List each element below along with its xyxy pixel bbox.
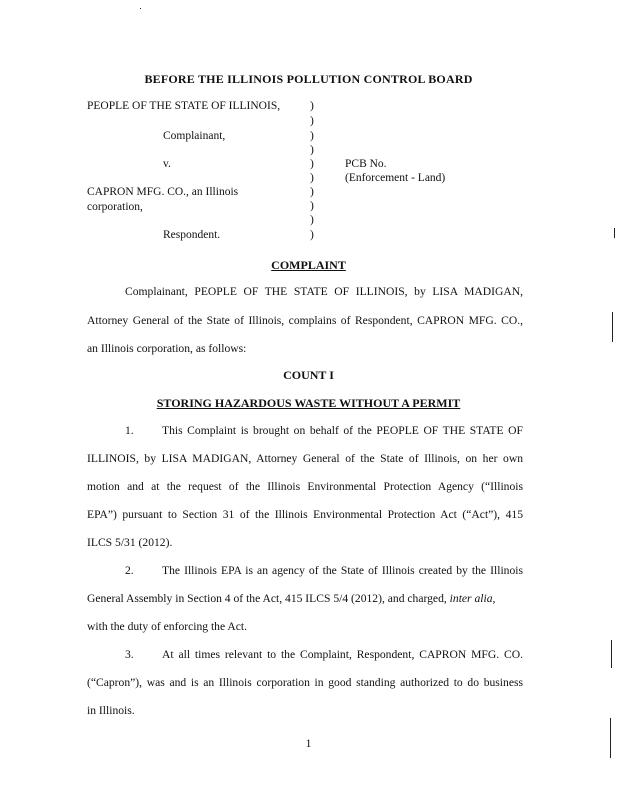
paragraph-number: 2. — [125, 564, 134, 577]
paragraph-line: in Illinois. — [87, 704, 135, 717]
scan-speck — [140, 8, 141, 9]
defendant-role: Respondent. — [163, 229, 221, 241]
versus: v. — [163, 158, 171, 170]
caption-paren: ) — [310, 144, 314, 156]
plaintiff-name: PEOPLE OF THE STATE OF ILLINOIS, — [87, 100, 281, 112]
caption-paren: ) — [310, 200, 314, 212]
case-number: PCB No. — [345, 158, 387, 170]
scan-mark — [612, 312, 613, 342]
scan-mark — [611, 640, 612, 668]
paragraph-line-text: General Assembly in Section 4 of the Act, 415 ILCS 5/4 (2012), and charged, — [87, 592, 450, 605]
plaintiff-role: Complainant, — [163, 130, 226, 142]
page-number: 1 — [305, 738, 312, 750]
caption-paren: ) — [310, 214, 314, 226]
paragraph-line: EPA”) pursuant to Section 31 of the Illinois Environmental Protection Act (“Act”), 415 — [87, 508, 523, 521]
caption-paren: ) — [310, 130, 314, 142]
scan-mark — [614, 228, 615, 238]
complaint-title: COMPLAINT — [271, 258, 346, 272]
paragraph-line: ILLINOIS, by LISA MADIGAN, Attorney General of the State of Illinois, on her own — [87, 452, 523, 465]
caption-paren: ) — [310, 229, 314, 241]
caption-paren: ) — [310, 186, 314, 198]
caption-paren: ) — [310, 158, 314, 170]
defendant-name-line2: corporation, — [87, 201, 143, 213]
count-subtitle: STORING HAZARDOUS WASTE WITHOUT A PERMIT — [156, 396, 461, 410]
scan-mark — [610, 718, 611, 758]
defendant-name-line1: CAPRON MFG. CO., an Illinois — [87, 186, 239, 198]
paragraph-line: The Illinois EPA is an agency of the State of Illinois created by the Illinois — [162, 564, 523, 577]
paragraph-line: with the duty of enforcing the Act. — [87, 620, 248, 633]
paragraph-line — [87, 592, 523, 605]
intro-line: an Illinois corporation, as follows: — [87, 342, 247, 355]
paragraph-line: At all times relevant to the Complaint, Respondent, CAPRON MFG. CO. — [162, 648, 523, 661]
caption-paren: ) — [310, 100, 314, 112]
case-type: (Enforcement - Land) — [345, 172, 446, 184]
paragraph-number: 3. — [125, 648, 134, 661]
paragraph-line: motion and at the request of the Illinois Environmental Protection Agency (“Illinois — [87, 480, 523, 493]
board-title: BEFORE THE ILLINOIS POLLUTION CONTROL BOARD — [144, 72, 473, 86]
caption-paren: ) — [310, 115, 314, 127]
count-title: COUNT I — [283, 368, 334, 382]
italic-phrase: inter alia, — [449, 592, 496, 605]
caption-paren: ) — [310, 172, 314, 184]
paragraph-line: ILCS 5/31 (2012). — [87, 536, 173, 549]
paragraph-line: (“Capron”), was and is an Illinois corporation in good standing authorized to do business — [87, 676, 523, 689]
intro-line: Attorney General of the State of Illinois, complains of Respondent, CAPRON MFG. CO., — [87, 314, 523, 327]
intro-line: Complainant, PEOPLE OF THE STATE OF ILLINOIS, by LISA MADIGAN, — [125, 285, 523, 298]
paragraph-number: 1. — [125, 424, 134, 437]
paragraph-line: This Complaint is brought on behalf of the PEOPLE OF THE STATE OF — [162, 424, 523, 437]
